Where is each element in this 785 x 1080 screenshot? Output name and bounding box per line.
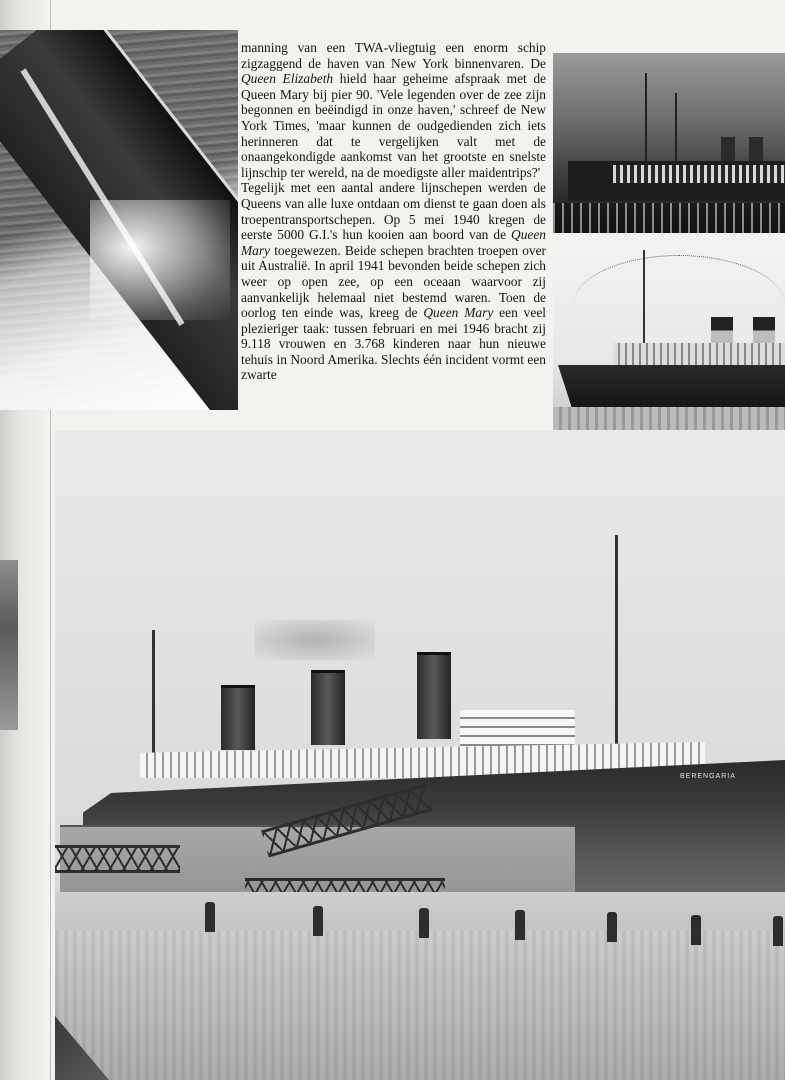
- ship-name-italic: Queen Mary: [423, 305, 494, 321]
- text-run: manning van een TWA-vliegtuig een enorm schip zigzaggend de haven van New York binnenvaren. De: [241, 40, 546, 71]
- previous-page-photo-fragment: [0, 560, 18, 730]
- ship-lights: [613, 165, 785, 183]
- harbor-water: [553, 407, 785, 430]
- funnel-smoke: [255, 620, 375, 660]
- photo-liner-in-drydock: [55, 430, 785, 1080]
- quay-surface: [55, 930, 785, 1080]
- bollard: [607, 912, 617, 942]
- bollard: [515, 910, 525, 940]
- paragraph-2: [241, 180, 546, 383]
- article-text: [241, 40, 546, 383]
- ship-mast: [675, 93, 677, 163]
- water-reflection: [553, 203, 785, 233]
- ship-name-italic: Queen Elizabeth: [241, 71, 334, 87]
- photo-liner-at-night: [553, 53, 785, 233]
- gantry-truss: [55, 845, 180, 873]
- photo-liner-dressed-overall: [553, 245, 785, 430]
- bollard: [773, 916, 783, 946]
- photo-bow-at-sea: [0, 30, 238, 410]
- ship-superstructure: [613, 343, 785, 367]
- ship-name-italic: Queen Mary: [241, 227, 546, 258]
- bollard: [419, 908, 429, 938]
- text-run: hield haar geheime afspraak met de Queen Mary bij pier 90. 'Vele legenden over de zee zijn begonnen en beëindigd in onze haven,' schreef de New York Times, 'maar kunnen de oudgedienden zich iets herinneren dat te vergelijken valt met de onaangekondigde aankomst van het grootste en snelste lijnschip ter wereld, na de moedigste aller maidentrips?': [241, 71, 546, 180]
- ship-funnel: [721, 137, 735, 163]
- ship-funnel: [749, 137, 763, 163]
- main-mast: [615, 535, 618, 755]
- ship-mast: [645, 73, 647, 163]
- sea-spray: [90, 200, 230, 320]
- paragraph-1: [241, 40, 546, 180]
- ship-nameplate: BERENGARIA: [680, 773, 736, 780]
- fore-mast: [152, 630, 155, 760]
- bollard: [313, 906, 323, 936]
- ship-funnel: [417, 652, 451, 739]
- bollard: [205, 902, 215, 932]
- text-run: Tegelijk met een aantal andere lijnschepen werden de Queens van alle luxe ontdaan om dienst te gaan doen als troepentransportschepen. Op 5 mei 1940 kregen de eerste 5000 G.I.'s hun kooien aan boord van de: [241, 180, 546, 243]
- ship-funnel: [221, 685, 255, 750]
- bollard: [691, 915, 701, 945]
- text-run: toegewezen. Beide schepen brachten troepen over uit Australië. In april 1941 bevonden beide schepen zich weer op open zee, op een oceaan waarvoor zij aanvankelijk helemaal niet bestemd waren. Toen de oorlog ten einde was, kreeg de: [241, 242, 546, 321]
- ship-hull: [558, 365, 785, 407]
- text-run: een veel plezieriger taak: tussen februari en mei 1946 bracht zij 9.118 vrouwen en 3.768 kinderen naar hun nieuwe tehuis in Noord Amerika. Slechts één incident vormt een zwarte: [241, 305, 546, 383]
- ship-funnel: [311, 670, 345, 745]
